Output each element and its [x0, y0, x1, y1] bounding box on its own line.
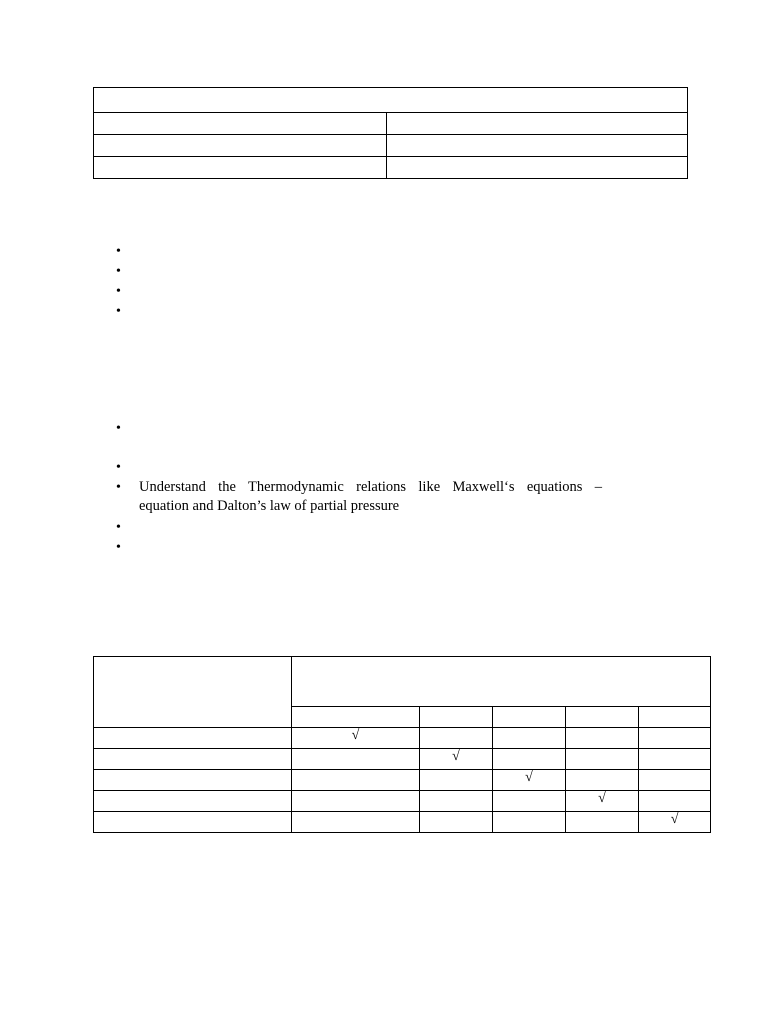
- matrix-cell: [566, 812, 639, 833]
- bullet-list-objectives: [116, 242, 616, 322]
- table-row: [94, 770, 711, 791]
- matrix-row-label: [94, 770, 292, 791]
- bullet-icon: •: [116, 264, 121, 279]
- bullet-icon: •: [116, 520, 121, 535]
- matrix-cell: [639, 770, 711, 791]
- matrix-cell: [420, 770, 493, 791]
- matrix-cell: [639, 728, 711, 749]
- table-row: [94, 749, 711, 770]
- bullet-icon: •: [116, 540, 121, 555]
- bullet-icon: •: [116, 304, 121, 319]
- matrix-subheader: [420, 707, 493, 728]
- check-mark-icon: √: [598, 791, 606, 806]
- check-mark-icon: √: [452, 749, 460, 764]
- matrix-cell: [493, 728, 566, 749]
- list-item: [116, 518, 616, 538]
- matrix-cell: [493, 791, 566, 812]
- table-row: [94, 728, 711, 749]
- matrix-row-label: [94, 791, 292, 812]
- matrix-cell: [292, 812, 420, 833]
- matrix-subheader: [566, 707, 639, 728]
- matrix-header-row: [94, 657, 711, 707]
- matrix-row-label: [94, 749, 292, 770]
- bullet-icon: •: [116, 284, 121, 299]
- bullet-icon: •: [116, 480, 121, 495]
- matrix-cell: [639, 791, 711, 812]
- list-item: [116, 282, 616, 302]
- matrix-cell: [566, 770, 639, 791]
- table-cell: [387, 113, 688, 135]
- list-item: [116, 458, 616, 478]
- matrix-row-label: [94, 812, 292, 833]
- table-title-cell: [94, 88, 688, 113]
- bullet-icon: •: [116, 244, 121, 259]
- table-cell: [94, 157, 387, 179]
- mapping-matrix-table: [93, 656, 711, 833]
- table-title-row: [94, 88, 688, 113]
- table-row: [94, 113, 688, 135]
- check-mark-icon: √: [525, 770, 533, 785]
- matrix-header-right: [292, 657, 711, 707]
- list-item: [116, 242, 616, 262]
- table-row: [94, 812, 711, 833]
- list-item: [116, 538, 616, 558]
- bullet-icon: •: [116, 421, 121, 436]
- matrix-cell: [292, 749, 420, 770]
- matrix-cell: [292, 791, 420, 812]
- list-item: [116, 302, 616, 322]
- table-cell: [94, 135, 387, 157]
- matrix-cell: [566, 791, 639, 812]
- matrix-cell: [292, 770, 420, 791]
- matrix-cell: [639, 749, 711, 770]
- table-row: [94, 135, 688, 157]
- check-mark-icon: √: [351, 728, 360, 743]
- bullet-icon: •: [116, 460, 121, 475]
- list-item-thermodynamic-relations: [116, 478, 616, 518]
- list-item: [116, 419, 616, 458]
- matrix-row-label: [94, 728, 292, 749]
- matrix-subheader: [493, 707, 566, 728]
- matrix-cell: [493, 812, 566, 833]
- table-cell: [387, 135, 688, 157]
- matrix-cell: [420, 791, 493, 812]
- table-row: [94, 791, 711, 812]
- bullet-list-outcomes: [116, 419, 616, 558]
- table-row: [94, 157, 688, 179]
- table-cell: [387, 157, 688, 179]
- matrix-cell: [493, 749, 566, 770]
- table-cell: [94, 113, 387, 135]
- matrix-cell: [420, 728, 493, 749]
- matrix-cell: [292, 728, 420, 749]
- check-mark-icon: √: [670, 812, 679, 827]
- list-item: [116, 262, 616, 282]
- matrix-cell: [566, 728, 639, 749]
- matrix-cell: [420, 812, 493, 833]
- matrix-subheader: [639, 707, 711, 728]
- matrix-cell: [493, 770, 566, 791]
- matrix-cell: [420, 749, 493, 770]
- matrix-cell: [639, 812, 711, 833]
- matrix-cell: [566, 749, 639, 770]
- matrix-subheader: [292, 707, 420, 728]
- top-table: [93, 87, 688, 179]
- matrix-header-left: [94, 657, 292, 728]
- list-item-text-continued: equation and Dalton’s law of partial pressure: [139, 498, 400, 514]
- list-item-text: Understand the Thermodynamic relations like Maxwell‘s equations –: [139, 479, 602, 495]
